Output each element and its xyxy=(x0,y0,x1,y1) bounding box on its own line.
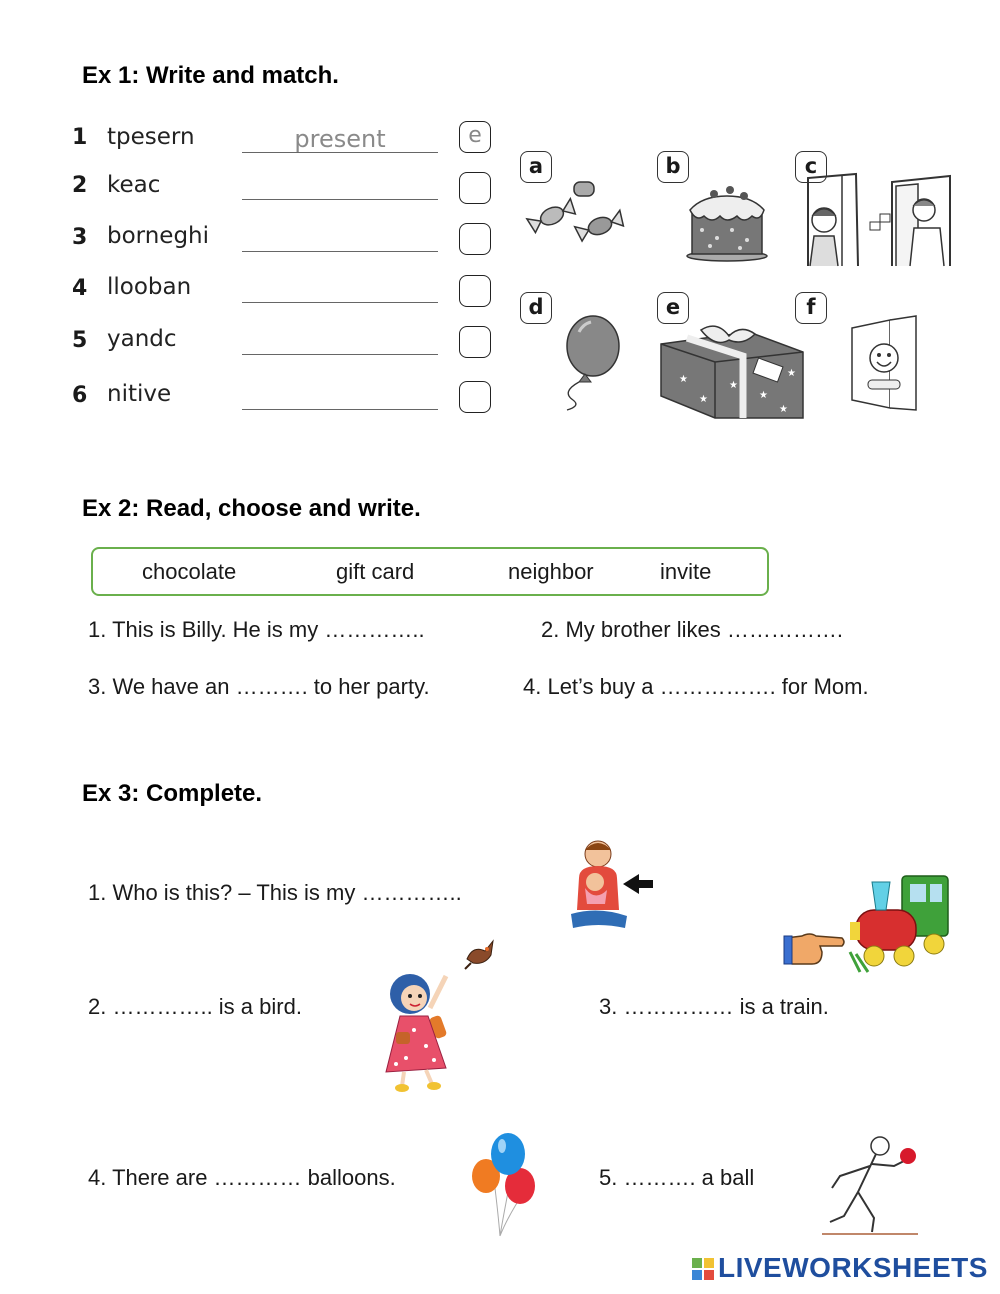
train-icon xyxy=(846,868,952,976)
picture-label-b: b xyxy=(657,151,689,183)
ex1-match-box[interactable] xyxy=(459,326,491,358)
father-child-icon xyxy=(565,838,660,934)
ex1-answer-field[interactable] xyxy=(242,172,438,198)
gift-icon xyxy=(659,322,805,420)
ex3-heading: Ex 3: Complete. xyxy=(82,780,263,807)
ex2-sentence: 3. We have an ………. to her party. xyxy=(88,674,430,699)
ex3-sentence: 4. There are ………… balloons. xyxy=(88,1165,396,1190)
ex3-sentence: 5. ………. a ball xyxy=(599,1165,755,1190)
word-bank-item: chocolate xyxy=(142,559,237,584)
word-bank-item: neighbor xyxy=(508,559,594,584)
ex2-heading: Ex 2: Read, choose and write. xyxy=(82,495,421,522)
ex1-item-number: 3 xyxy=(72,225,88,250)
stick-figure-ball-icon xyxy=(818,1132,922,1240)
svg-text:★: ★ xyxy=(699,394,708,405)
ex2-sentence: 1. This is Billy. He is my ………….. xyxy=(88,617,425,642)
ex1-heading: Ex 1: Write and match. xyxy=(82,62,339,89)
ex1-item-word: keac xyxy=(107,172,161,198)
picture-label-e: e xyxy=(657,292,689,324)
ex3-sentence: 3. …………… is a train. xyxy=(599,994,829,1019)
word-bank-item: invite xyxy=(660,559,712,584)
ex1-answer-line xyxy=(242,152,438,153)
ex1-item-word: tpesern xyxy=(107,124,195,150)
girl-icon xyxy=(380,968,466,1094)
ex1-answer-field[interactable] xyxy=(242,224,438,250)
ex1-item-number: 4 xyxy=(72,276,88,301)
ex1-answer-field[interactable] xyxy=(242,327,438,353)
svg-text:★: ★ xyxy=(787,368,796,379)
picture-label-a: a xyxy=(520,151,552,183)
ex2-sentence: 2. My brother likes ……………. xyxy=(541,617,843,642)
ex1-item-word: yandc xyxy=(107,326,177,352)
ex1-answer-line xyxy=(242,409,438,410)
ex1-match-box[interactable] xyxy=(459,275,491,307)
svg-text:★: ★ xyxy=(759,390,768,401)
picture-label-f: f xyxy=(795,292,827,324)
svg-text:★: ★ xyxy=(679,374,688,385)
ex2-sentence: 4. Let’s buy a ……………. for Mom. xyxy=(523,674,869,699)
brand-logo[interactable]: LIVEWORKSHEETS xyxy=(718,1252,988,1283)
picture-label-d: d xyxy=(520,292,552,324)
picture-label-c: c xyxy=(795,151,827,183)
ex1-match-box[interactable] xyxy=(459,172,491,204)
ex3-sentence: 1. Who is this? – This is my ………….. xyxy=(88,880,462,905)
card-icon xyxy=(850,314,920,412)
candy-icon xyxy=(522,178,632,248)
ex1-match-box[interactable] xyxy=(459,223,491,255)
ex1-answer-field[interactable]: present xyxy=(294,125,386,153)
ex1-item-word: llooban xyxy=(107,274,192,300)
ex1-match-box[interactable] xyxy=(459,381,491,413)
ex1-answer-line xyxy=(242,354,438,355)
balloons-icon xyxy=(468,1132,540,1238)
ex1-answer-line xyxy=(242,302,438,303)
svg-text:★: ★ xyxy=(779,404,788,415)
ex1-answer-line xyxy=(242,251,438,252)
ex1-item-number: 6 xyxy=(72,383,88,408)
word-bank-item: gift card xyxy=(336,559,415,584)
ex1-item-number: 1 xyxy=(72,125,88,150)
ex3-sentence: 2. ………….. is a bird. xyxy=(88,994,302,1019)
ex1-item-word: nitive xyxy=(107,381,172,407)
ex1-answer-field[interactable] xyxy=(242,275,438,301)
bird-icon xyxy=(463,935,503,969)
ex1-match-box[interactable]: e xyxy=(459,121,491,153)
svg-text:★: ★ xyxy=(729,380,738,391)
neighbors-icon xyxy=(800,172,955,270)
pointing-hand-icon xyxy=(784,928,846,968)
ex1-answer-field[interactable] xyxy=(242,382,438,408)
cake-icon xyxy=(682,180,772,262)
ex1-answer-line xyxy=(242,199,438,200)
balloon-icon xyxy=(555,314,625,410)
ex1-item-word: borneghi xyxy=(107,223,210,249)
ex1-item-number: 2 xyxy=(72,173,88,198)
liveworksheets-logo-icon xyxy=(692,1258,716,1282)
ex1-item-number: 5 xyxy=(72,328,88,353)
